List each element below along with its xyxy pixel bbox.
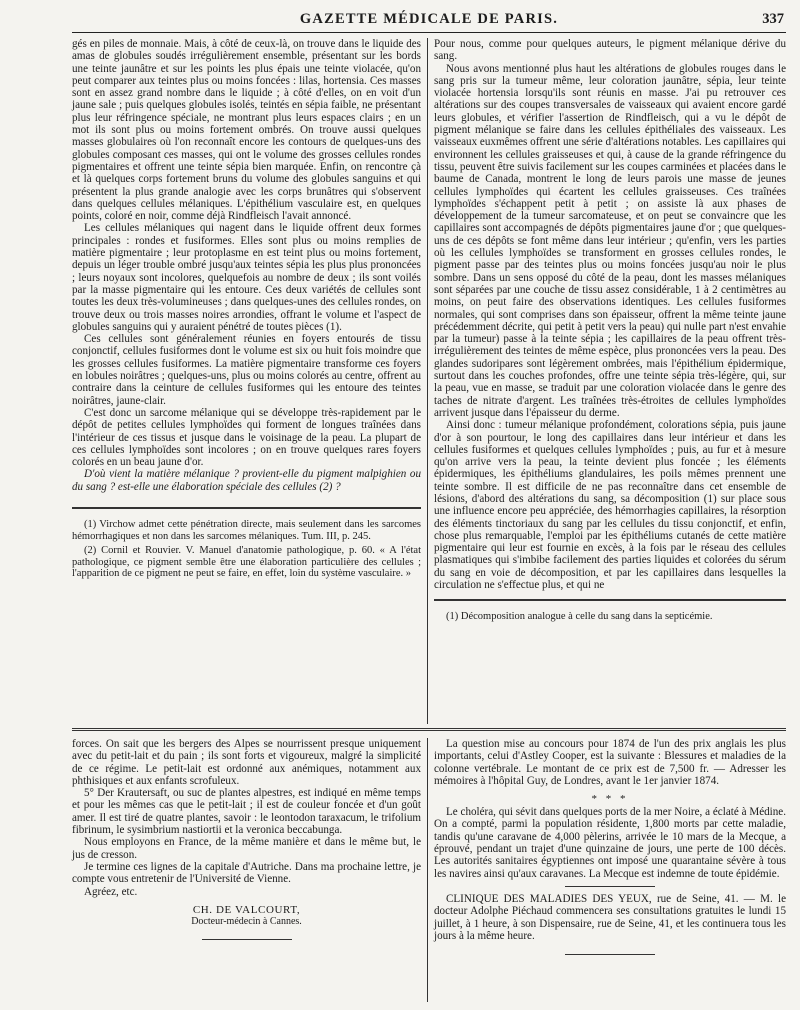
column-divider: [427, 38, 428, 724]
page-header: [72, 8, 786, 33]
footnote-rule: [434, 599, 786, 601]
right-paragraph: Pour nous, comme pour quelques auteurs, le pigment mélanique dérive du sang.: [434, 38, 786, 63]
footnote: (2) Cornil et Rouvier. V. Manuel d'anatomie pathologique, p. 60. « A l'état pathologique, ce pigment semble être une élaboration particulière des cellules ; l'apparition de ce pigment ne peut se faire, en effet, loin du système vasculaire. »: [72, 545, 421, 580]
letter-paragraph: Nous employons en France, de la même manière et dans le même but, le jus de cresson.: [72, 836, 421, 861]
letter-paragraph: Je termine ces lignes de la capitale d'Autriche. Dans ma prochaine lettre, je compte vous entretenir de l'Université de Vienne.: [72, 860, 421, 886]
letter-paragraph: forces. On sait que les bergers des Alpes se nourrissent presque uniquement avec du petit-lait et du pain ; ils sont forts et vigoureux, malgré la simplicité de ce régime. Le petit-lait est ordonné aux anémiques, notamment aux phthisiques et aux enfants scrofuleux.: [72, 738, 421, 787]
separator-rule: [565, 886, 655, 887]
end-rule: [202, 939, 292, 940]
lower-left-column: [72, 738, 421, 940]
letter-paragraph: 5° Der Krautersaft, ou suc de plantes alpestres, est indiqué en même temps et pour les mêmes cas que le petit-lait ; il est de couleur foncée et d'un goût amer. Il est tiré de quatre plantes, savoir : le leontodon taraxacum, le trifolium fibrinum, le sysimbrium nastiortii et la veronica beccabunga.: [72, 787, 421, 837]
lower-right-column: [434, 738, 786, 955]
left-paragraph: D'où vient la matière mélanique ? provient-elle du pigment malpighien ou du sang ? est-elle une élaboration spéciale des cellules (2) ?: [72, 468, 421, 493]
left-paragraph: Ces cellules sont généralement réunies en foyers entourés de tissu conjonctif, cellules fusiformes dont le volume est six ou huit fois moindre que les grosses cellules fusiformes. La matière pigmentaire transforme ces foyers en lobules noirâtres ; quelques-uns, plus ou moins colorés au centre, offrent au contraire dans la ceinture de cellules fusiformes qui les entoure des teintes noirâtres, jaune-clair.: [72, 333, 421, 407]
lower-section: [72, 738, 786, 1002]
section-divider: [72, 728, 786, 731]
signature-block: [72, 904, 421, 927]
column-divider: [427, 738, 428, 1002]
news-item: Le choléra, qui sévit dans quelques ports de la mer Noire, a éclaté à Médine. On a compté, parmi la population résidente, 1,800 morts par cette maladie, tandis qu'une caravane de 4,000 pèlerins, arrivée le 10 mars de la Mecque, a éprouvé, pendant un trajet d'une quinzaine de jours, une perte de 100 décès. Les autorités sanitaires égyptiennes ont imposé une quarantaine sévère à tous les navires ainsi qu'aux caravanes. La Mecque est indemne de toute épidémie.: [434, 806, 786, 880]
clinic-notice: CLINIQUE DES MALADIES DES YEUX, rue de Seine, 41. — M. le docteur Adolphe Piéchaud commencera ses consultations gratuites le lundi 15 juillet, à 1 heure, à son Dispensaire, rue de Seine, 41, et les continuera tous les jours à la même heure.: [434, 892, 786, 942]
signature-role: Docteur-médecin à Cannes.: [191, 915, 302, 927]
signature-name: CH. DE VALCOURT,: [192, 903, 301, 916]
left-column: [72, 38, 421, 580]
left-footnotes: [72, 519, 421, 580]
left-paragraph: C'est donc un sarcome mélanique qui se développe très-rapidement par le dépôt de petites cellules lymphoïdes qui forment de longues traînées dans l'intérieur de ces tissus et jusque dans le voisinage de la peau. La plupart de ces cellules lymphoïdes sont incolores ; on en trouve quelques rares foyers colorés en un beau jaune d'or.: [72, 406, 421, 469]
page-number: 337: [762, 11, 784, 27]
right-paragraph: Nous avons mentionné plus haut les altérations de globules rouges dans le sang pris sur la tumeur même, leur coloration jaunâtre, sépia, leur teinte violacée hortensia lorsqu'ils sont réunis en masse. J'ai pu retrouver ces altérations sur des coupes transversales de vaisseaux qui avaient encore gardé leurs globules, et vérifier l'assertion de Rindfleisch, qui a vu le dépôt de pigment mélanique se faire dans les cellules épithéliales des vaisseaux. Les vaisseaux euxmêmes offrent une série d'altérations notables. Les capillaires qui environnent les cellules graisseuses et qui, à cause de la grande réfringence du tissu, peuvent être suivis facilement sur les coupes carminées et placées dans le baume de Canada, montrent le long de leurs parois une masse de jeunes cellules lymphoïdes qui écartent les cellules graisseuses. Ces traînées lymphoïdes s'échappent petit à petit ; on assiste là aux phases de développement de la tumeur sarcomateuse, et on peut se convaincre que les capillaires sont accompagnés de dépôts pigmentaires jaune d'or ; que quelques-uns de ces dépôts se font même dans leur intérieur ; qu'enfin, vers les parties où les cellules lymphoïdes se transforment en grosses cellules rondes, le pigment passe par des teintes plus ou moins foncées jusqu'au noir le plus sombre. Dans un sens opposé du côté de la peau, dont les masses mélaniques sont séparées par une couche de tissu assez considérable, 1 à 2 centimètres au moins, on peut faire des observations identiques. Les cellules fusiformes normales, qui sont comprises dans son épaisseur, offrent la même teinte jaune précédemment décrite, qui petit à petit vers la peau) qui nulle part n'est envahie par la tumeur) passe à la teinte sépia ; les capillaires de la peau offrent très-irrégulièrement des teintes de même espèce, plus prononcées vers la peau. Des glandes sudoripares sont légèrement ombrées, mais l'épithélium épidermique, surtout dans les couches profondes, offre une teinte sépia très-légère, qui, sur la peau, vue en masse, se traduit par une coloration violacée dans le genre des taches de nitrate d'argent. Les traînées très-étroites de cellules lymphoïdes arrivent jusque dans l'épaisseur du derme.: [434, 62, 786, 419]
journal-title: GAZETTE MÉDICALE DE PARIS.: [299, 11, 559, 27]
end-rule: [565, 954, 655, 955]
footnote: (1) Décomposition analogue à celle du sang dans la septicémie.: [446, 611, 713, 623]
footnote-rule: [72, 507, 421, 509]
newspaper-page: [72, 8, 786, 1002]
left-paragraph: gés en piles de monnaie. Mais, à côté de ceux-là, on trouve dans le liquide des amas de globules soudés irrégulièrement ensemble, présentant sur les bords une teinte jaunâtre et sur les points les plus épais une teinte violacée, qu'on peut comparer aux teintes plus ou moins foncées : lilas, hortensia. Ces masses sont en assez grand nombre dans le liquide ; à côté d'elles, on en voit d'un jaune sale ; puis quelques globules isolés, teintés en sépia faible, ne présentant plus leur réfringence spéciale, ne montrant plus leurs espaces clairs ; en un mot ils sont plus ou moins fortement ombrés. On trouve aussi quelques masses globulaires où l'on reconnaît encore les contours de quelques-uns des globules composant ces masses, qui ont le volume des grosses cellules rondes pigmentaires et offrent une teinte sépia bien marquée. Enfin, on rencontre çà et là quelques corps fortement bruns du volume des globules sanguins et qui présentent la plus grande analogie avec les corps brunâtres qui s'observent dans quelques cellules mélaniques. L'épithélium vasculaire est, en quelques points, coloré en noir, comme déjà Rindfleisch l'avait annoncé.: [72, 38, 421, 223]
right-paragraph: Ainsi donc : tumeur mélanique profondément, colorations sépia, puis jaune d'or à son pourtour, le long des capillaires dans leur intérieur et dans les cellules fusiformes et quelques cellules lymphoïdes ; puis, au fur et à mesure qu'on arrive vers la peau, la teinte devient plus foncée ; les éléments épidermiques, les épithéliums glandulaires, les poils mêmes prennent une teinte sombre. Il est difficile de ne pas reconnaître dans cet ensemble de lésions, d'abord des altérations du sang, sa décomposition (1) sur place sous une influence encore peu appréciée, des hémorrhagies capillaires, la résorption des éléments tinctoriaux du sang par les cellules du tissu conjonctif, et enfin, chose plus remarquable, l'emploi par les épithéliums cutanés de cette matière pigmentaire qui leur est fournie en excès, à la fois par le réseau des cellules plasmatiques qui s'imbibe facilement des parties liquides et colorées du sérum du sang en voie de décomposition, et par les capillaires dans lesquelles la circulation ne s'effectue plus, et qui ne: [434, 419, 786, 592]
news-item: La question mise au concours pour 1874 de l'un des prix anglais les plus importants, celui d'Astley Cooper, est la suivante : Blessures et maladies de la colonne vertébrale. Le montant de ce prix est de 7,500 fr. — Adresser les mémoires à l'hôpital Guy, de Londres, avant le 1er janvier 1874.: [434, 738, 786, 787]
right-footnotes: [434, 611, 786, 623]
letter-closing: Agréez, etc.: [84, 885, 138, 898]
separator-stars: * * *: [591, 793, 629, 806]
right-column: [434, 38, 786, 623]
upper-section: [72, 38, 786, 724]
left-paragraph: Les cellules mélaniques qui nagent dans le liquide offrent deux formes principales : rondes et fusiformes. Elles sont plus ou moins remplies de matière pigmentaire ; leur protoplasme en est teint plus ou moins fortement, depuis un léger trouble ombré jusqu'aux teintes sépia les plus plus prononcées ; leurs noyaux sont incolores, quelquefois au nombre de deux ; ils sont voilés par la masse pigmentaire qui les entoure. Ces deux variétés de cellules sont toutes les deux très-volumineuses ; dans quelques-unes des cellules rondes, on trouve deux ou trois masses noires arrondies, offrant le volume et l'aspect de globules sanguins qui y auraient pénétré de toutes pièces (1).: [72, 222, 421, 333]
footnote: (1) Virchow admet cette pénétration directe, mais seulement dans les sarcomes hémorrhagiques et non dans les sarcomes mélaniques. Tum. III, p. 245.: [72, 518, 421, 542]
